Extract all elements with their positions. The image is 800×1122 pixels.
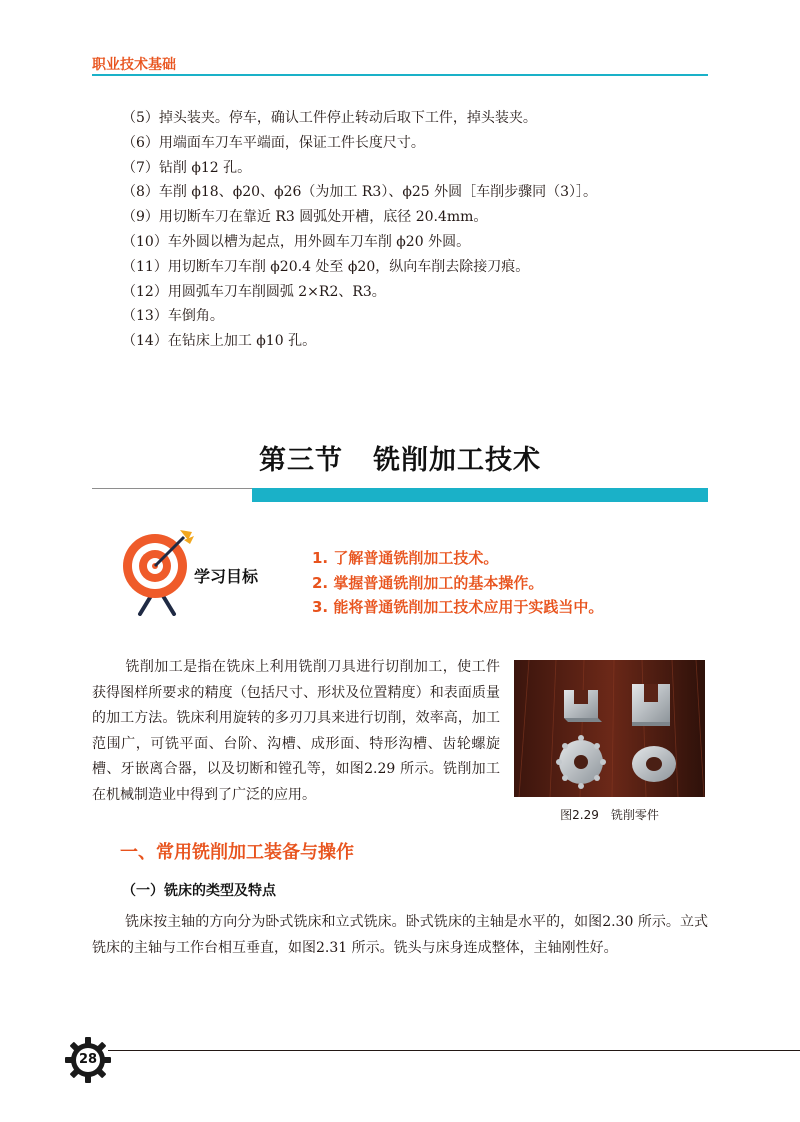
target-icon — [118, 526, 196, 616]
objective-item: 1. 了解普通铣削加工技术。 — [312, 549, 499, 567]
step-item: （9）用切断车刀在靠近 R3 圆弧处开槽，底径 20.4mm。 — [122, 209, 488, 226]
intro-text: 铣削加工是指在铣床上利用铣削刀具进行切削加工，使工件获得图样所要求的精度（包括尺寸、形状及位置精度）和表面质量的加工方法。铣床利用旋转的多刃刀具来进行切削，效率高，加工范围广，可铣平面、台阶、沟槽、成形面、特形沟槽、齿轮螺旋槽、牙嵌离合器，以及切断和镗孔等，如图2.29 所示。铣削加工在机械制造业中得到了广泛的应用。 — [92, 659, 500, 803]
step-item: （12）用圆弧车刀车削圆弧 2×R2、R3。 — [122, 283, 386, 300]
body-paragraph — [92, 909, 708, 961]
step-item: （6）用端面车刀车平端面，保证工件长度尺寸。 — [122, 134, 425, 151]
objective-item: 2. 掌握普通铣削加工的基本操作。 — [312, 573, 544, 592]
page-number: 28 — [78, 1052, 98, 1067]
step-item: （14）在钻床上加工 ϕ10 孔。 — [122, 333, 317, 350]
section-number: 第三节 — [259, 445, 343, 476]
body-text: 铣床按主轴的方向分为卧式铣床和立式铣床。卧式铣床的主轴是水平的，如图2.30 所示。立式铣床的主轴与工作台相互垂直，如图2.31 所示。铣头与床身连成整体，主轴刚性好。 — [92, 914, 708, 956]
step-item: （10）车外圆以槽为起点，用外圆车刀车削 ϕ20 外圆。 — [122, 233, 471, 250]
milling-parts-photo — [514, 660, 705, 797]
objective-item: 3. 能将普通铣削加工技术应用于实践当中。 — [312, 598, 604, 616]
section-title — [0, 438, 800, 477]
title-rule-thick — [252, 488, 708, 502]
step-item: （8）车削 ϕ18、ϕ20、ϕ26（为加工 R3）、ϕ25 外圆［车削步骤同（3）］。 — [122, 184, 598, 201]
section-name: 铣削加工技术 — [373, 445, 541, 476]
figure-title: 铣削零件 — [610, 808, 659, 822]
figure-number: 图2.29 — [560, 808, 599, 822]
step-item: （11）用切断车刀车削 ϕ20.4 处至 ϕ20，纵向车削去除接刀痕。 — [122, 258, 530, 275]
objectives-list — [312, 546, 603, 620]
step-item: （13）车倒角。 — [122, 308, 224, 325]
intro-paragraph — [92, 655, 500, 808]
step-list — [122, 106, 712, 354]
heading-level-2: （一）铣床的类型及特点 — [122, 883, 276, 899]
heading-level-1: 一、常用铣削加工装备与操作 — [120, 842, 354, 863]
step-item: （7）钻削 ϕ12 孔。 — [122, 159, 252, 176]
objectives-label: 学习目标 — [194, 567, 259, 586]
running-head: 职业技术基础 — [92, 57, 176, 73]
footer-rule — [108, 1050, 800, 1051]
step-item: （5）掉头装夹。停车，确认工件停止转动后取下工件，掉头装夹。 — [122, 110, 537, 126]
figure-caption — [514, 806, 705, 823]
header-rule — [92, 74, 708, 76]
